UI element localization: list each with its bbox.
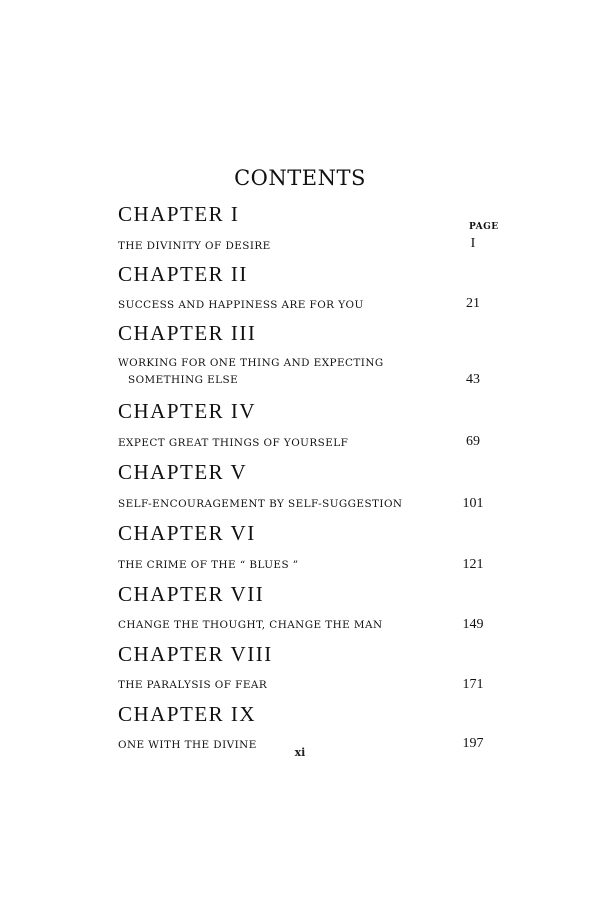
page-number: 121 — [462, 557, 484, 572]
chapter-heading: CHAPTER VIII — [118, 642, 273, 666]
page-number: 43 — [466, 372, 480, 387]
chapter-title — [118, 617, 478, 634]
chapter-heading: CHAPTER IX — [118, 702, 257, 726]
folio-number: xi — [294, 746, 306, 759]
page-number: 171 — [462, 677, 484, 692]
chapter-title — [118, 355, 478, 389]
page-number: 69 — [466, 434, 480, 449]
contents-heading: CONTENTS — [234, 166, 366, 190]
page-number: I — [470, 236, 476, 251]
chapter-title-line: THE CRIME OF THE “ BLUES ” — [118, 559, 299, 571]
chapter-title — [118, 557, 408, 574]
chapter-title — [118, 238, 408, 255]
chapter-title-line: THE PARALYSIS OF FEAR — [118, 679, 268, 691]
chapter-title-line: SOMETHING ELSE — [128, 374, 239, 386]
chapter-heading: CHAPTER II — [118, 262, 248, 286]
chapter-title-line: ONE WITH THE DIVINE — [118, 739, 257, 751]
chapter-title-line: WORKING FOR ONE THING AND EXPECTING — [118, 357, 384, 369]
chapter-title — [118, 677, 408, 694]
chapter-title-line: EXPECT GREAT THINGS OF YOURSELF — [118, 437, 349, 449]
chapter-heading: CHAPTER IV — [118, 399, 257, 423]
chapter-title — [118, 496, 478, 513]
page-number: 149 — [462, 617, 484, 632]
chapter-title — [118, 435, 408, 452]
chapter-title-line: THE DIVINITY OF DESIRE — [118, 240, 271, 252]
chapter-heading: CHAPTER VII — [118, 582, 265, 606]
page-number: 101 — [462, 496, 484, 511]
page-number: 197 — [462, 736, 484, 751]
chapter-heading: CHAPTER V — [118, 460, 248, 484]
chapter-title-line: SUCCESS AND HAPPINESS ARE FOR YOU — [118, 299, 364, 311]
chapter-title-line: CHANGE THE THOUGHT, CHANGE THE MAN — [118, 619, 383, 631]
chapter-heading: CHAPTER I — [118, 202, 240, 226]
chapter-title — [118, 297, 408, 314]
chapter-heading: CHAPTER III — [118, 321, 257, 345]
page-column-label: PAGE — [469, 222, 499, 232]
chapter-title-line: SELF-ENCOURAGEMENT BY SELF-SUGGESTION — [118, 498, 403, 510]
chapter-heading: CHAPTER VI — [118, 521, 256, 545]
page-number: 21 — [466, 296, 480, 311]
